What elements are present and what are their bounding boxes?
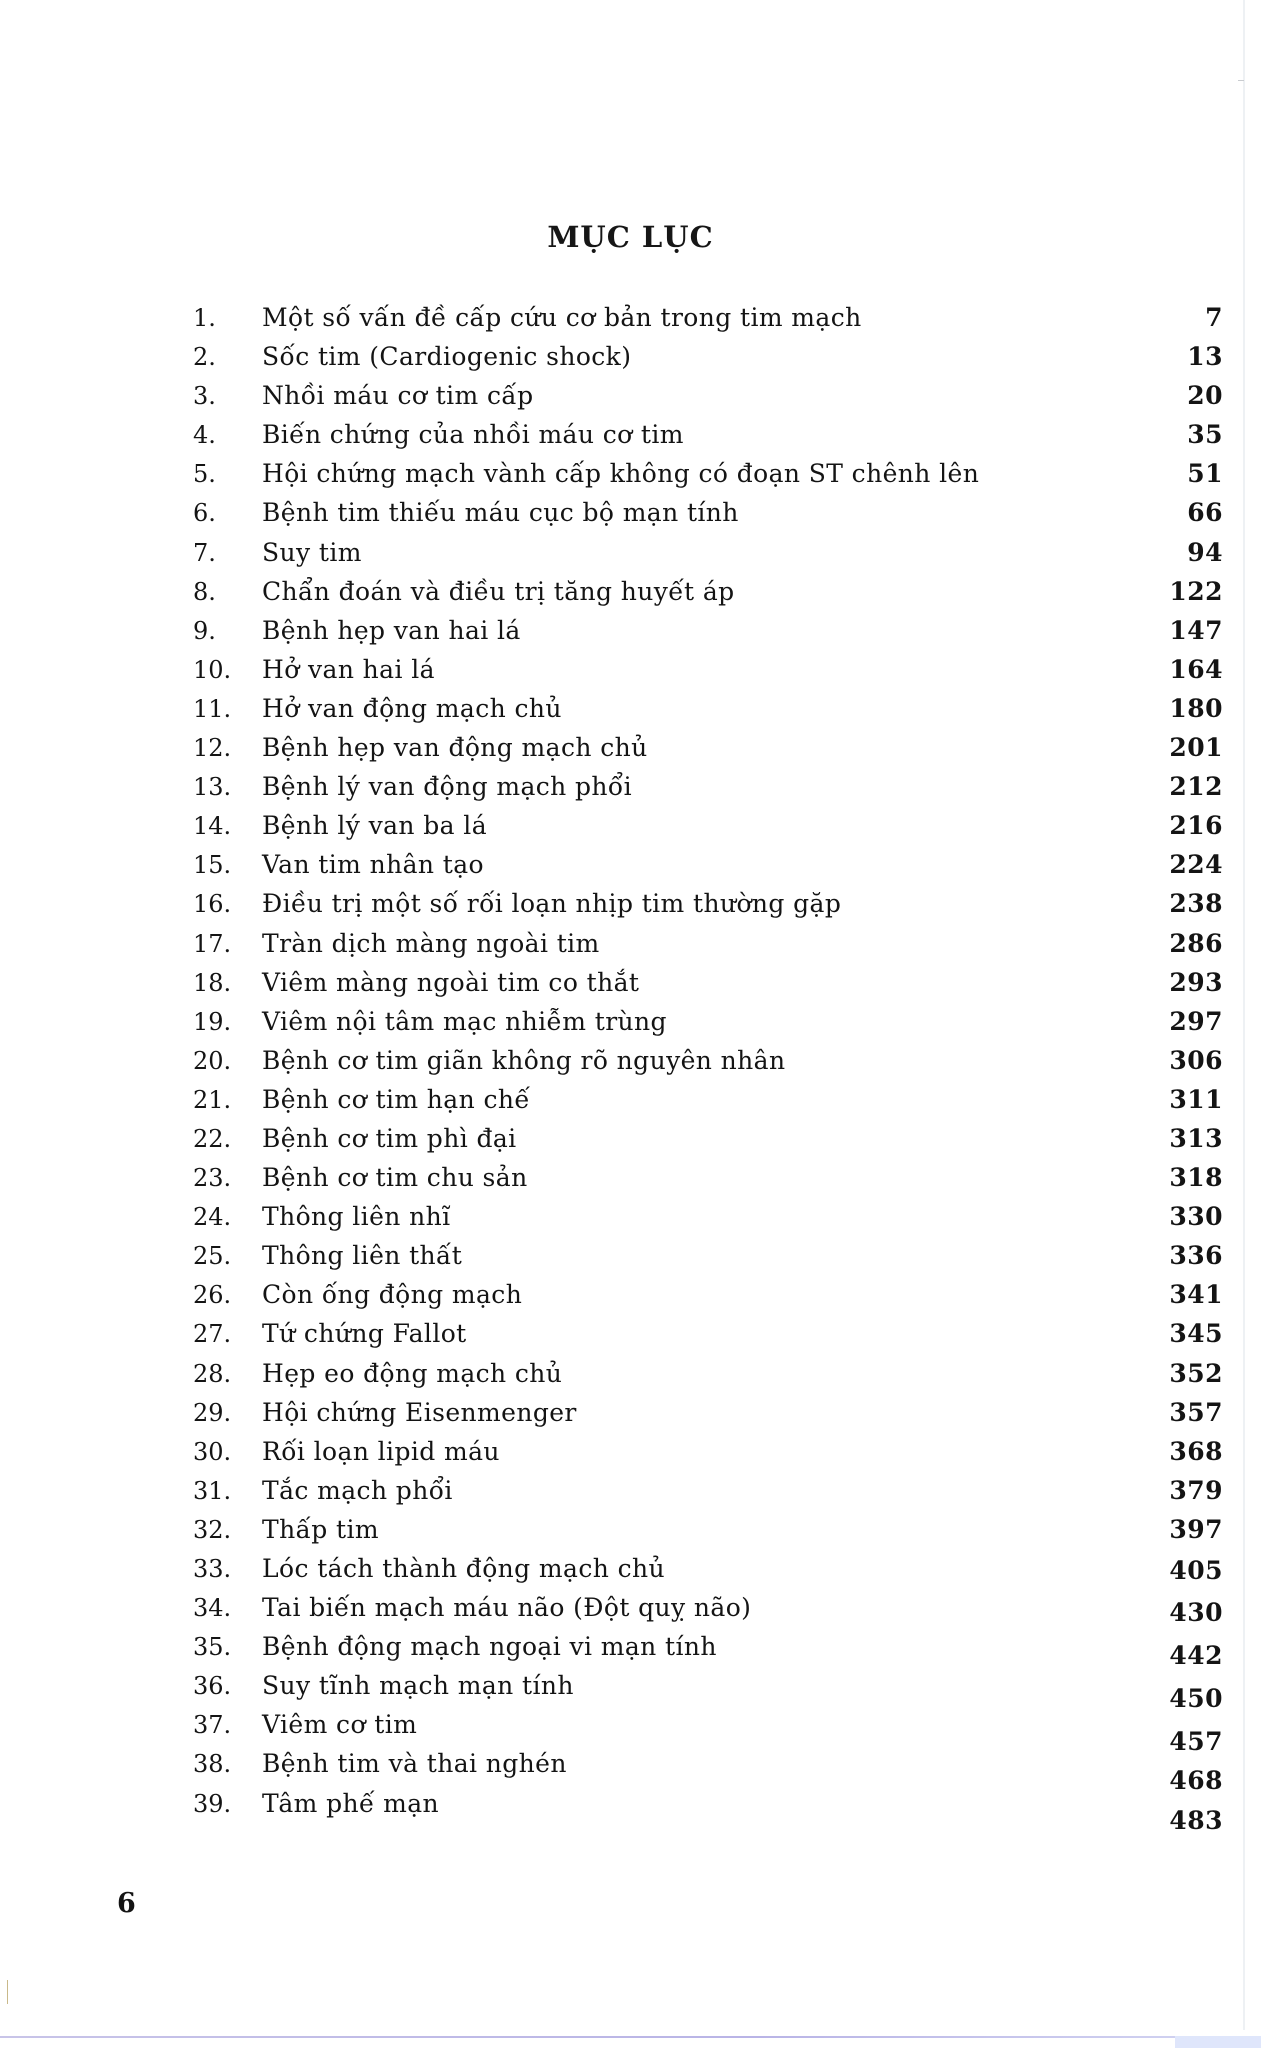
toc-entry-title: Bệnh tim thiếu máu cục bộ mạn tính (262, 498, 739, 528)
toc-entry[interactable] (193, 1434, 1223, 1473)
toc-entry-title: Thông liên nhĩ (262, 1202, 451, 1232)
toc-entry[interactable] (193, 691, 1223, 730)
toc-entry-page: 306 (1169, 1045, 1223, 1075)
toc-entry-page: 379 (1169, 1475, 1223, 1505)
toc-entry-number: 19. (193, 1007, 232, 1036)
toc-entry-title: Bệnh động mạch ngoại vi mạn tính (262, 1632, 717, 1662)
toc-entry-page: 238 (1169, 889, 1223, 919)
toc-entry-page: 330 (1169, 1202, 1223, 1232)
toc-entry[interactable] (193, 1629, 1223, 1671)
page-edge-right-notch (1238, 80, 1244, 81)
toc-entry-page: 51 (1187, 459, 1223, 489)
toc-entry-number: 13. (193, 773, 232, 802)
toc-entry[interactable] (193, 730, 1223, 769)
toc-entry-page: 457 (1169, 1727, 1223, 1757)
toc-entry-page: 336 (1169, 1241, 1223, 1271)
toc-entry-title: Thông liên thất (262, 1241, 463, 1271)
toc-entry-page: 13 (1187, 342, 1223, 372)
toc-entry[interactable] (193, 1160, 1223, 1199)
toc-entry-page: 368 (1169, 1436, 1223, 1466)
toc-entry[interactable] (193, 1512, 1223, 1551)
toc-entry[interactable] (193, 1668, 1223, 1714)
toc-entry-number: 33. (193, 1555, 232, 1583)
toc-entry-number: 7. (193, 538, 216, 567)
toc-entry-page: 20 (1187, 381, 1223, 411)
toc-entry[interactable] (193, 1277, 1223, 1316)
toc-entry[interactable] (193, 1199, 1223, 1238)
toc-entry-title: Bệnh lý van động mạch phổi (262, 772, 633, 802)
toc-entry-number: 10. (193, 655, 232, 684)
toc-entry-number: 9. (193, 616, 216, 645)
toc-entry-page: 180 (1169, 693, 1223, 723)
toc-entry-page: 311 (1169, 1084, 1223, 1114)
page-edge-right (1243, 0, 1245, 2030)
toc-entry-number: 38. (193, 1750, 232, 1779)
toc-entry-title: Hội chứng mạch vành cấp không có đoạn ST chênh lên (262, 459, 980, 489)
page-title: MỤC LỤC (547, 220, 714, 254)
toc-entry[interactable] (193, 652, 1223, 691)
toc-entry-page: 212 (1169, 772, 1223, 802)
toc-entry-title: Bệnh hẹp van động mạch chủ (262, 733, 648, 763)
toc-entry-title: Hội chứng Eisenmenger (262, 1397, 577, 1427)
toc-entry-title: Tâm phế mạn (262, 1788, 440, 1818)
toc-entry-number: 18. (193, 968, 232, 997)
toc-entry[interactable] (193, 886, 1223, 925)
toc-entry-number: 30. (193, 1437, 232, 1466)
toc-entry-page: 450 (1169, 1684, 1223, 1714)
page-edge-bottom-tab (1175, 2036, 1261, 2048)
toc-entry-page: 286 (1169, 928, 1223, 958)
toc-entry-title: Hở van động mạch chủ (262, 693, 562, 723)
toc-entry-number: 34. (193, 1594, 232, 1623)
toc-entry[interactable] (193, 847, 1223, 886)
toc-entry[interactable] (193, 1786, 1223, 1835)
toc-entry-number: 28. (193, 1359, 232, 1388)
toc-entry-title: Tràn dịch màng ngoài tim (262, 928, 600, 958)
toc-entry-number: 31. (193, 1476, 232, 1505)
toc-entry-number: 14. (193, 812, 232, 841)
toc-entry[interactable] (193, 808, 1223, 847)
toc-entry-title: Chẩn đoán và điều trị tăng huyết áp (262, 576, 735, 606)
toc-entry-page: 122 (1169, 576, 1223, 606)
toc-entry-number: 15. (193, 851, 232, 880)
toc-entry-page: 35 (1187, 420, 1223, 450)
toc-entry[interactable] (193, 1082, 1223, 1121)
toc-entry-title: Rối loạn lipid máu (262, 1436, 500, 1466)
toc-entry-title: Sốc tim (Cardiogenic shock) (262, 342, 632, 372)
toc-entry-title: Tắc mạch phổi (262, 1475, 453, 1505)
toc-entry-title: Một số vấn đề cấp cứu cơ bản trong tim mạch (262, 303, 862, 332)
toc-entry[interactable] (193, 1121, 1223, 1160)
toc-entry-page: 442 (1169, 1641, 1223, 1671)
toc-entry-title: Thấp tim (262, 1514, 379, 1544)
toc-entry-title: Biến chứng của nhồi máu cơ tim (262, 420, 684, 450)
toc-entry-title: Hẹp eo động mạch chủ (262, 1358, 563, 1388)
toc-entry-page: 405 (1169, 1556, 1223, 1585)
toc-entry[interactable] (193, 1043, 1223, 1082)
toc-entry-page: 483 (1169, 1805, 1223, 1835)
toc-entry-page: 224 (1169, 850, 1223, 880)
toc-entry-number: 27. (193, 1320, 232, 1349)
toc-entry-number: 1. (193, 304, 216, 332)
toc-entry-page: 164 (1169, 654, 1223, 684)
toc-entry-page: 147 (1169, 615, 1223, 645)
toc-entry-number: 25. (193, 1242, 232, 1271)
left-margin-mark (7, 1980, 8, 2004)
toc-entry-title: Còn ống động mạch (262, 1280, 523, 1310)
toc-entry-page: 293 (1169, 967, 1223, 997)
toc-entry[interactable] (193, 1238, 1223, 1277)
toc-entry[interactable] (193, 1707, 1223, 1757)
toc-entry-number: 20. (193, 1046, 232, 1075)
toc-entry-title: Bệnh lý van ba lá (262, 811, 488, 841)
toc-entry-title: Tứ chứng Fallot (262, 1319, 467, 1349)
toc-entry[interactable] (193, 1746, 1223, 1796)
toc-entry-title: Bệnh cơ tim phì đại (262, 1123, 517, 1153)
toc-entry-page: 468 (1169, 1766, 1223, 1796)
toc-entry-number: 3. (193, 382, 216, 411)
toc-entry-title: Hở van hai lá (262, 654, 435, 684)
toc-entry[interactable] (193, 339, 1223, 378)
toc-entry-page: 345 (1169, 1319, 1223, 1349)
toc-entry-title: Viêm cơ tim (262, 1710, 418, 1740)
toc-entry-number: 35. (193, 1633, 232, 1662)
toc-entry-number: 23. (193, 1164, 232, 1193)
toc-entry-number: 5. (193, 460, 216, 489)
toc-entry-title: Bệnh hẹp van hai lá (262, 615, 521, 645)
toc-entry-title: Suy tim (262, 537, 362, 567)
toc-entry-number: 6. (193, 499, 216, 528)
toc-entry[interactable] (193, 300, 1223, 339)
toc-entry-number: 4. (193, 421, 216, 450)
toc-entry[interactable] (193, 965, 1223, 1004)
toc-entry[interactable] (193, 1395, 1223, 1434)
toc-entry-number: 16. (193, 890, 232, 919)
toc-entry-number: 11. (193, 694, 232, 723)
toc-entry[interactable] (193, 417, 1223, 456)
toc-entry-title: Lóc tách thành động mạch chủ (262, 1554, 665, 1583)
toc-entry-title: Nhồi máu cơ tim cấp (262, 381, 534, 411)
toc-entry-page: 94 (1187, 537, 1223, 567)
toc-entry[interactable] (193, 495, 1223, 534)
toc-entry-page: 341 (1169, 1280, 1223, 1310)
toc-entry[interactable] (193, 1551, 1223, 1590)
toc-entry-page: 352 (1169, 1358, 1223, 1388)
toc-entry-title: Điều trị một số rối loạn nhịp tim thường gặp (262, 889, 842, 919)
toc-entry-number: 26. (193, 1281, 232, 1310)
toc-entry[interactable] (193, 456, 1223, 495)
toc-entry-title: Bệnh cơ tim hạn chế (262, 1084, 531, 1114)
toc-entry-number: 29. (193, 1398, 232, 1427)
toc-entry-title: Tai biến mạch máu não (Đột quỵ não) (262, 1593, 752, 1623)
toc-entry[interactable] (193, 378, 1223, 417)
toc-entry-page: 216 (1169, 811, 1223, 841)
toc-entry-page: 297 (1169, 1006, 1223, 1036)
toc-entry-page: 7 (1205, 303, 1223, 332)
toc-entry[interactable] (193, 1590, 1223, 1629)
toc-entry[interactable] (193, 535, 1223, 574)
toc-entry[interactable] (193, 1473, 1223, 1512)
table-of-contents (193, 300, 1223, 1835)
toc-entry-number: 17. (193, 929, 232, 958)
toc-entry-title: Bệnh tim và thai nghén (262, 1749, 567, 1779)
toc-entry-number: 39. (193, 1789, 232, 1818)
toc-entry-number: 21. (193, 1085, 232, 1114)
toc-entry-number: 37. (193, 1711, 232, 1740)
toc-entry-number: 32. (193, 1515, 232, 1544)
toc-entry-page: 397 (1169, 1514, 1223, 1544)
toc-entry-number: 24. (193, 1203, 232, 1232)
toc-entry[interactable] (193, 926, 1223, 965)
toc-entry[interactable] (193, 1004, 1223, 1043)
toc-entry[interactable] (193, 574, 1223, 613)
toc-entry-page: 357 (1169, 1397, 1223, 1427)
toc-entry-number: 2. (193, 343, 216, 372)
toc-entry-number: 22. (193, 1124, 232, 1153)
toc-entry-number: 8. (193, 577, 216, 606)
toc-entry-title: Bệnh cơ tim chu sản (262, 1163, 528, 1193)
toc-entry[interactable] (193, 613, 1223, 652)
toc-entry-page: 313 (1169, 1123, 1223, 1153)
toc-entry[interactable] (193, 769, 1223, 808)
toc-entry-page: 430 (1169, 1598, 1223, 1628)
toc-entry-number: 36. (193, 1672, 232, 1701)
toc-entry[interactable] (193, 1316, 1223, 1355)
toc-entry-page: 66 (1187, 498, 1223, 528)
page-edge-bottom (0, 2036, 1261, 2038)
toc-entry-title: Viêm nội tâm mạc nhiễm trùng (262, 1006, 667, 1036)
toc-entry[interactable] (193, 1356, 1223, 1395)
toc-entry-title: Suy tĩnh mạch mạn tính (262, 1671, 574, 1701)
toc-entry-title: Bệnh cơ tim giãn không rõ nguyên nhân (262, 1045, 786, 1075)
toc-entry-page: 318 (1169, 1163, 1223, 1193)
page-number: 6 (117, 1888, 136, 1919)
toc-entry-number: 12. (193, 734, 232, 763)
toc-entry-title: Viêm màng ngoài tim co thắt (262, 967, 640, 997)
toc-entry-page: 201 (1169, 733, 1223, 763)
toc-entry-title: Van tim nhân tạo (262, 850, 484, 880)
